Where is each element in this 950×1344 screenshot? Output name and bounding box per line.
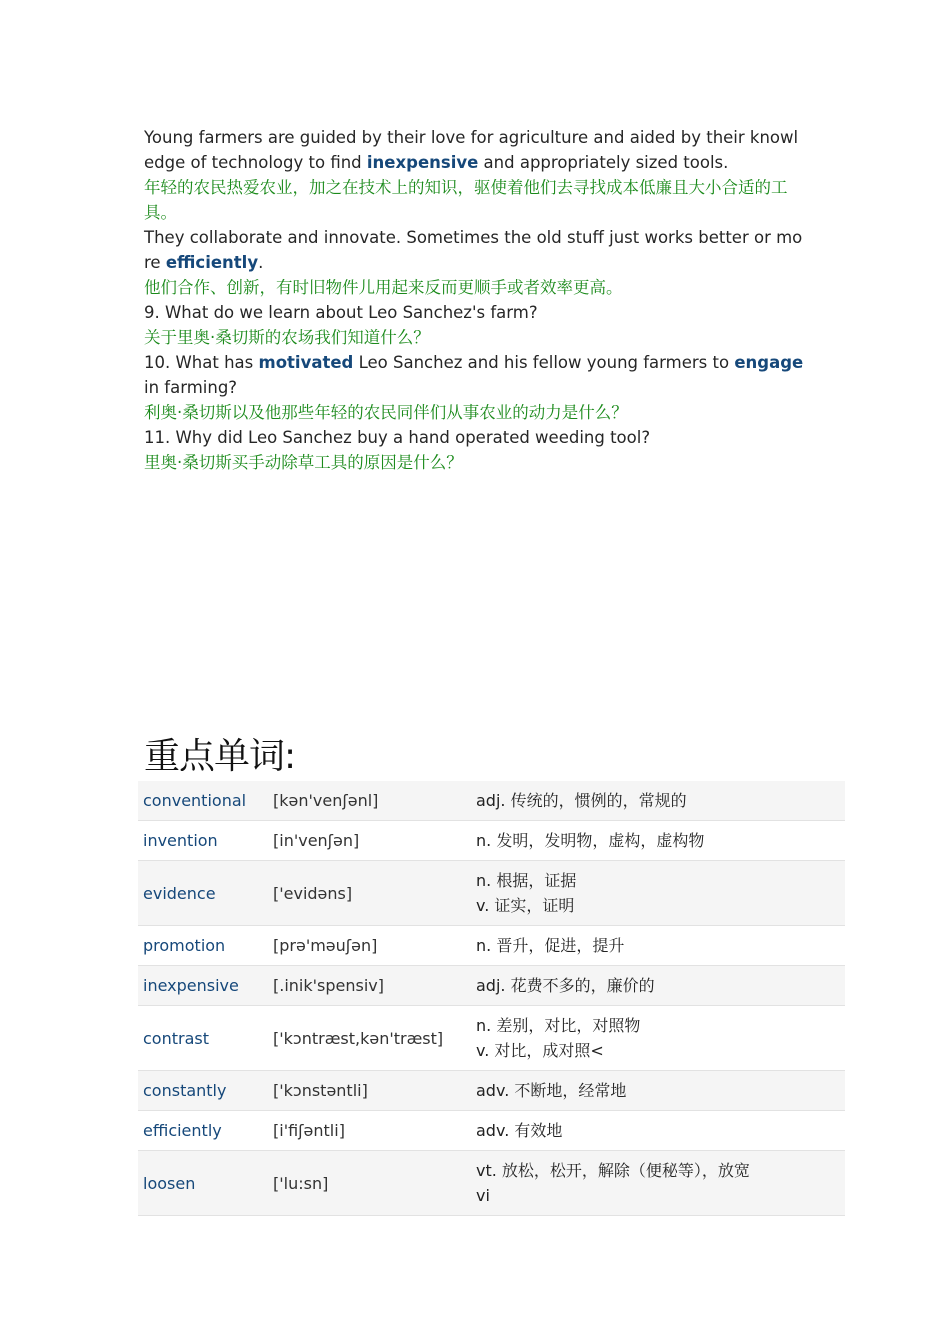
definition-line: n. 晋升，促进，提升 xyxy=(476,936,625,955)
vocab-definition xyxy=(471,1111,845,1151)
vocab-word[interactable] xyxy=(138,1151,268,1216)
vocab-heading: 重点单词: xyxy=(144,736,296,777)
keyword-efficiently: efficiently xyxy=(165,253,259,272)
vocab-row xyxy=(138,1006,845,1071)
text-span: They collaborate and innovate. Sometimes the old stuff just works better or more xyxy=(144,228,803,272)
definition-line: n. 发明，发明物，虚构，虚构物 xyxy=(476,831,705,850)
vocab-phonetic: [in'venʃən] xyxy=(268,821,471,861)
vocab-row xyxy=(138,1071,845,1111)
question-9: 9. What do we learn about Leo Sanchez's farm? xyxy=(144,303,538,322)
vocab-word[interactable] xyxy=(138,861,268,926)
definition-line: n. 根据，证据 xyxy=(476,871,577,890)
definition-line: vi xyxy=(476,1186,490,1205)
definition-line: vt. 放松，松开，解除（便秘等），放宽 xyxy=(476,1161,750,1180)
passage-translation-1: 年轻的农民热爱农业，加之在技术上的知识，驱使着他们去寻找成本低廉且大小合适的工具。 xyxy=(144,178,788,222)
keyword-engage: engage xyxy=(734,353,804,372)
vocab-row xyxy=(138,781,845,821)
definition-line: adj. 传统的，惯例的，常规的 xyxy=(476,791,687,810)
vocab-word[interactable] xyxy=(138,821,268,861)
keyword-inexpensive: inexpensive xyxy=(366,153,479,172)
text-span: and appropriately sized tools. xyxy=(478,153,729,172)
vocab-table xyxy=(138,781,845,1216)
definition-line: n. 差别，对比，对照物 xyxy=(476,1016,641,1035)
vocab-word[interactable] xyxy=(138,926,268,966)
passage-paragraph-1 xyxy=(144,125,804,175)
vocab-phonetic: ['evidəns] xyxy=(268,861,471,926)
vocab-row xyxy=(138,966,845,1006)
vocab-word-link[interactable]: contrast xyxy=(143,1028,209,1048)
vocab-word[interactable] xyxy=(138,781,268,821)
definition-line: v. 证实，证明 xyxy=(476,896,575,915)
text-span: Leo Sanchez and his fellow young farmers to xyxy=(353,353,735,372)
passage-paragraph-2 xyxy=(144,225,804,275)
vocab-word-link[interactable]: invention xyxy=(143,831,218,850)
vocab-phonetic: [kən'venʃənl] xyxy=(268,781,471,821)
question-11-translation: 里奥·桑切斯买手动除草工具的原因是什么？ xyxy=(144,453,463,472)
vocab-word-link[interactable]: loosen xyxy=(143,1173,196,1193)
vocab-phonetic: ['kɔntræst,kən'træst] xyxy=(268,1006,471,1071)
vocab-phonetic: [prə'məuʃən] xyxy=(268,926,471,966)
vocab-row xyxy=(138,1111,845,1151)
question-10 xyxy=(144,350,804,400)
definition-line: v. 对比，成对照< xyxy=(476,1041,604,1060)
vocab-row xyxy=(138,1151,845,1216)
vocab-definition xyxy=(471,926,845,966)
vocab-phonetic: ['lu:sn] xyxy=(268,1151,471,1216)
text-span: 10. What has xyxy=(144,353,259,372)
vocab-phonetic: [.inik'spensiv] xyxy=(268,966,471,1006)
vocab-word-link[interactable]: evidence xyxy=(143,883,216,903)
definition-line: adv. 有效地 xyxy=(476,1121,563,1140)
text-span: . xyxy=(258,253,264,272)
definition-line: adj. 花费不多的，廉价的 xyxy=(476,976,655,995)
vocab-word[interactable] xyxy=(138,1111,268,1151)
vocab-definition xyxy=(471,781,845,821)
vocab-definition xyxy=(471,1071,845,1111)
vocab-row xyxy=(138,861,845,926)
vocab-definition xyxy=(471,861,845,926)
passage-translation-2: 他们合作、创新，有时旧物件儿用起来反而更顺手或者效率更高。 xyxy=(144,278,623,297)
vocab-phonetic: ['kɔnstəntli] xyxy=(268,1071,471,1111)
vocab-definition xyxy=(471,821,845,861)
vocab-word-link[interactable]: promotion xyxy=(143,936,226,955)
vocab-definition xyxy=(471,966,845,1006)
keyword-motivated: motivated xyxy=(258,353,354,372)
vocab-row xyxy=(138,926,845,966)
question-11: 11. Why did Leo Sanchez buy a hand operated weeding tool? xyxy=(144,428,651,447)
text-span: Young farmers are guided by their love for agriculture and aided by their knowledge of technology to find xyxy=(144,128,799,172)
vocab-definition xyxy=(471,1006,845,1071)
vocab-word-link[interactable]: inexpensive xyxy=(143,976,239,995)
vocab-word-link[interactable]: efficiently xyxy=(143,1121,222,1140)
vocab-word[interactable] xyxy=(138,1071,268,1111)
vocab-word[interactable] xyxy=(138,1006,268,1071)
vocab-word-link[interactable]: constantly xyxy=(143,1081,227,1100)
definition-line: adv. 不断地，经常地 xyxy=(476,1081,627,1100)
vocab-row xyxy=(138,821,845,861)
question-9-translation: 关于里奥·桑切斯的农场我们知道什么？ xyxy=(144,328,430,347)
vocab-definition xyxy=(471,1151,845,1216)
vocab-word[interactable] xyxy=(138,966,268,1006)
passage-text xyxy=(144,125,804,475)
vocab-word-link[interactable]: conventional xyxy=(143,791,247,810)
vocab-phonetic: [i'fiʃəntli] xyxy=(268,1111,471,1151)
question-10-translation: 利奥·桑切斯以及他那些年轻的农民同伴们从事农业的动力是什么？ xyxy=(144,403,628,422)
text-span: in farming? xyxy=(144,378,238,397)
